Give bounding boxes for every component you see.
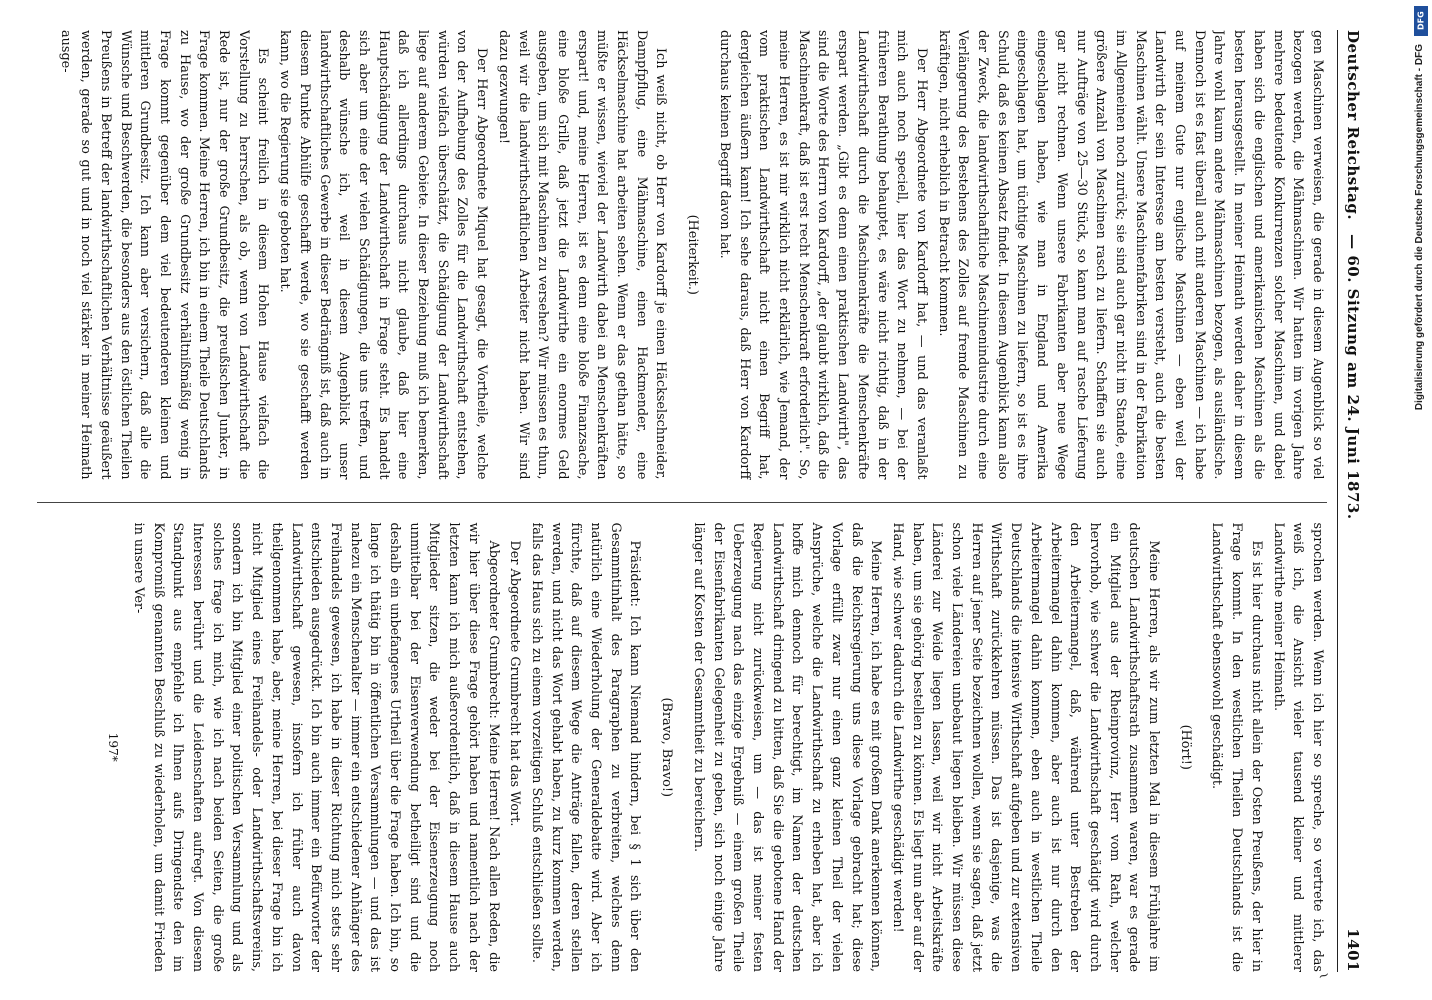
page-header bbox=[1337, 30, 1362, 972]
paragraph: Es scheint freilich in diesem Hohen Hause vielfach die Vorstellung zu herrschen, als ob, wenn von Landwirthschaft die Rede ist, nur der große Grundbesitz, die preußischen Junker, in Frage kommen. Meine Herren, ich bin in einem Theile Deutschlands zu Hause, wo der große Grundbesitz verhältnißmäßig wenig in Frage kommt gegenüber dem viel bedeutenderen kleinen und mittleren Grundbesitz. Ich kann aber versichern, daß alle die Wünsche und Beschwerden, die besonders aus den östlichen Theilen Preußens in Betreff der landwirthschaftlichen Verhältnisse geäußert werden, gerade so gut und in noch viel stärker in meiner Heimath ausge- bbox=[58, 30, 271, 480]
digitization-credit bbox=[1414, 6, 1428, 986]
paragraph: Ich weiß nicht, ob Herr von Kardorff je einen Häckselschneider, Dampfpflug, eine Mähmaschine, einen Hackmender, eine Häckselmaschine hat arbeiten sehen. Wenn er das gethan hätte, so müßte er wissen, wieviel der Landwirth dabei an Menschenkräften erspart! und, meine Herren, ist es denn eine bloße Finanzsache, eine bloße Grille, daß jetzt die Landwirthe ein enormes Geld ausgeben, um sich mit Maschinen zu versehen? Wir müssen es thun, weil wir die landwirthschaftlichen Arbeiter nicht haben. Wir sind dazu gezwungen! bbox=[495, 30, 669, 480]
interjection: (Hört!) bbox=[1177, 724, 1193, 770]
text-column-right bbox=[37, 502, 1327, 973]
session-title: — 60. Sitzung am 24. Juni 1873. bbox=[1344, 234, 1362, 520]
credit-text: Digitalisierung gefördert durch die Deutsche Forschungsgemeinschaft - DFG bbox=[1414, 44, 1425, 411]
paragraph: Der Herr Abgeordnete Miquel hat gesagt, die Vortheile, welche von der Aufhebung des Zolles für die Landwirthschaft entstehen, würden vielfach überschätzt, die Schädigung der Landwirthschaft liege auf anderem Gebiete. In dieser Beziehung muß ich bemerken, daß ich allerdings durchaus nicht glaube, daß hier eine Hauptschädigung der Landwirthschaft in Frage steht. Es handelt sich aber um eine der vielen Schädigungen, die uns treffen, und deshalb wünsche ich, weil in diesem Augenblick unser landwirthschaftliches Gewerbe in dieser Bedrängniß ist, daß auch in diesem Punkte Abhülfe geschafft werde, wo sie geschafft werden kann, wo die Regierung sie geboten hat. bbox=[277, 30, 490, 480]
text-column-left bbox=[37, 30, 1327, 480]
paragraph: Abgeordneter Grumbrecht: Meine Herren! Nach allen Reden, die wir hier über diese Frage gehört haben und namentlich nach der letzten kann ich mich außerordentlich, daß in diesem Hause auch Mitglieder sitzen, die weder bei der Eisenerzeugung noch unmittelbar bei der Eisenverwendung betheiligt sind und die deshalb ein unbefangenes Urtheil über die Frage haben. Ich bin, so lange ich thätig bin in öffentlichen Versammlungen — und das ist nahezu ein Menschenalter — immer ein entschiedener Anhänger des Freihandels gewesen, ich habe in dieser Richtung mich stets sehr entschieden ausgedrückt. Ich bin auch immer ein Befürworter der Landwirthschaft gewesen, insofern ich früher auch davon theilgenommen habe, aber, meine Herren, bei dieser Frage bin ich nicht Mitglied eines Freihandels- oder Landwirthschaftsvereins, sondern ich bin Mitglied einer politischen Versammlung und als solches frage ich mich, wie ich nach beiden Seiten, die große Interessen berührt und die Leidenschaften aufregt. Von diesem Standpunkt aus empfehle ich Ihnen aufs Dringendste den im Kompromiß genannten Beschluß zu wiederholen, um damit Frieden in unsere Ver- bbox=[130, 522, 501, 972]
paragraph: Der Abgeordnete Grumbrecht hat das Wort. bbox=[507, 540, 523, 827]
interjection: (Heiterkeit.) bbox=[685, 214, 701, 295]
journal-title: Deutscher Reichstag. bbox=[1344, 30, 1362, 221]
paragraph: Präsident: Ich kann Niemand hindern, bei § 1 sich über den Gesammtinhalt des Paragraphen zu verbreiten, welches denn natürlich eine Wiederholung der Generaldebatte wird. Aber ich fürchte, daß auf diesem Wege die Anträge fallen, deren stellen werden, und nicht das Wort gehabt haben, zu kurz kommen werden, falls das Haus sich zu einem vorzeitigen Schluß entschließen sollte. bbox=[528, 522, 643, 972]
handwritten-mark: ~ bbox=[1315, 966, 1333, 986]
paragraph: sprochen werden. Wenn ich hier so spreche, so vertrete ich, das weiß ich, die Ansicht vieler tausend kleiner und mittlerer Landwirthe meiner Heimath. bbox=[1270, 522, 1325, 972]
paragraph: gen Maschinen verweisen, die gerade in diesem Augenblick so viel bezogen werden, die Mähmaschinen. Wir hatten im vorigen Jahre mehrere bedeutende Konkurrenzen solcher Maschinen, und dabei haben sich die englischen und amerikanischen Maschinen als die besten herausgestellt. In meiner Heimath werden daher in diesem Jahre wohl kaum andere Mähmaschinen bezogen, als ausländische. Dennoch ist es fast überall auch mit anderen Maschinen — ich habe auf meinem Gute nur englische Maschinen — eben weil der Landwirth der sein Interesse am besten versteht, auch die besten Maschinen wählt. Unsere Maschinenfabriken sind in der Fabrikation im Allgemeinen noch zurück; sie sind auch gar nicht im Stande, eine größere Anzahl von Maschinen rasch zu liefern. Schaffen sie auch nur Aufträge von 25—30 Stück, so kann man auf rasche Lieferung gar nicht rechnen. Wenn unsere Fabrikanten aber neue Wege eingeschlagen haben, wie man in England und Amerika eingeschlagen hat, um tüchtige Maschinen zu liefern, so ist es ihre Schuld, daß es keinen Absatz findet. In diesem Augenblick kann also der Zweck, die landwirthschaftliche Maschinenindustrie durch eine Verlängerung des Bestehens des Zolles auf fremde Maschinen zu kräftigen, nicht erheblich in Betracht kommen. bbox=[935, 30, 1325, 480]
paragraph: Es ist hier durchaus nicht allein der Osten Preußens, der hier in Frage kommt. In den westlichen Theilen Deutschlands ist die Landwirthschaft ebensowohl geschädigt. bbox=[1209, 522, 1264, 972]
paragraph: Meine Herren, ich habe es mit großem Dank anerkennen können, daß die Reichsregierung uns diese Vorlage gebracht hat; diese Vorlage erfüllt zwar nur einen ganz kleinen Theil der vielen Ansprüche, welche die Landwirthschaft zu erheben hat, aber ich hoffe mich dennoch für berechtigt, im Namen der deutschen Landwirthschaft dringend zu bitten, daß Sie die gebotene Hand der Regierung nicht zurückweisen, um — das ist meiner festen Ueberzeugung nach das einzige Ergebniß — einem großen Theile der Eisenfabrikanten Gelegenheit zu geben, sich noch einige Jahre länger auf Kosten der Gesammtheit zu bereichern. bbox=[690, 522, 884, 972]
dfg-logo: DFG bbox=[1414, 6, 1428, 36]
paragraph: Der Herr Abgeordnete von Kardorff hat, — und das veranlaßt mich auch noch speciell, hier das Wort zu nehmen, — bei der früheren Berathung behauptet, es wäre nicht richtig, daß in der Landwirthschaft durch die Maschinenkräfte die Menschenkräfte erspart werden. „Gibt es denn einen praktischen Landwirth", das sind die Worte des Herrn von Kardorff, „der glaubt wirklich, daß die Maschinenkraft, daß ist erst recht Menschenkraft erforderlich". So, meine Herren, es ist mir wirklich nicht erklärlich, wie Jemand, der vom praktischen Landwirthschaft nicht einen Begriff hat, dergleichen äußern kann! Ich sehe daraus, daß Herr von Kardorff durchaus keinen Begriff davon hat. bbox=[716, 30, 929, 480]
page-number: 1401 bbox=[1344, 928, 1362, 972]
interjection: (Bravo, Bravo!) bbox=[659, 697, 675, 797]
page-footer-mark: 197* bbox=[106, 732, 121, 762]
paragraph: Meine Herren, als wir zum letzten Mal in diesem Frühjahre im deutschen Landwirthschaftsrath zusammen waren, war es gerade ein Mitglied aus der Rheinprovinz, Herr vom Rath, welcher hervorhob, wie schwer die Landwirthschaft geschädigt wird durch den Arbeitermangel, daß, während unter Bestreben der Arbeitermangel dahin kommen, aber auch ist nur durch den Arbeitermangel dahin kommen, eben auch in westlichen Theile Deutschlands die intensive Wirthschaft aufgeben und zur extensiven Wirthschaft zurückkehren müssen. Das ist dasjenige, was die Herren auf jener Seite bezeichnen wollen, wenn sie sagen, daß jetzt schon viele Ländereien unbebaut liegen bleiben. Wir müssen diese Länderei zur Weide liegen lassen, weil wir nicht Arbeitskräfte haben, um sie gehörig bestellen zu können. Es liegt nun aber auf der Hand, wie schwer dadurch die Landwirthe geschädigt werden! bbox=[889, 522, 1162, 972]
